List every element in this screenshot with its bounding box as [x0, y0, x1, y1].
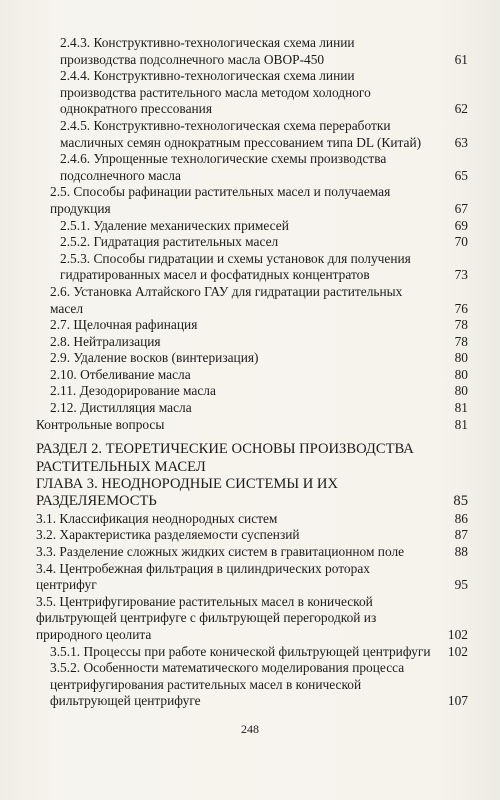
- toc-entry-page: 81: [454, 400, 468, 416]
- toc-entry-title: 2.4.3. Конструктивно-технологическая схема линии производства подсолнечного масла ОВОР-450: [60, 35, 355, 67]
- toc-entry: [36, 476, 468, 511]
- toc-entry-page: 80: [454, 350, 468, 366]
- toc-entry-title: РАЗДЕЛ 2. ТЕОРЕТИЧЕСКИЕ ОСНОВЫ ПРОИЗВОДСТВА РАСТИТЕЛЬНЫХ МАСЕЛ: [36, 441, 414, 475]
- toc-entry-title: 2.5. Способы рафинации растительных масел и получаемая продукция: [50, 184, 391, 216]
- toc-entry-page: 67: [454, 200, 468, 216]
- toc-entry: [36, 417, 468, 434]
- toc-entry-page: 80: [454, 383, 468, 399]
- toc-entry-page: 102: [447, 627, 468, 643]
- toc-entry-title: 2.6. Установка Алтайского ГАУ для гидратации растительных масел: [50, 283, 403, 316]
- toc-entry: [36, 644, 468, 661]
- toc-entry-page: 73: [454, 267, 468, 283]
- toc-entry-page: 78: [454, 333, 468, 349]
- toc-entry-title: 3.5.2. Особенности математического моделирования процесса центрифугирования растительных масел в конической фильтрующей центрифуге: [50, 660, 405, 709]
- toc-entry-page: 80: [454, 366, 468, 382]
- toc-entry-title: Контрольные вопросы: [36, 416, 165, 432]
- toc-entry-title: 2.4.6. Упрощенные технологические схемы производства подсолнечного масла: [60, 151, 387, 183]
- toc-entry-page: 87: [454, 527, 468, 543]
- toc-entry-title: ГЛАВА 3. НЕОДНОРОДНЫЕ СИСТЕМЫ И ИХ РАЗДЕЛЯЕМОСТЬ: [36, 476, 339, 510]
- toc-entry-title: 2.12. Дистилляция масла: [50, 400, 192, 416]
- toc-entry-page: 81: [454, 416, 468, 432]
- toc-entry: [36, 527, 468, 544]
- toc-entry-page: 102: [447, 643, 468, 659]
- page-number: 248: [241, 722, 259, 736]
- toc-entry: [36, 400, 468, 417]
- toc-entry: [36, 544, 468, 561]
- toc-entry-page: 78: [454, 317, 468, 333]
- toc-entry-title: 2.4.5. Конструктивно-технологическая схема переработки масличных семян однократным прессованием типа DL (Китай): [60, 117, 422, 150]
- toc-entry: [36, 284, 468, 317]
- toc-entry-title: 3.3. Разделение сложных жидких систем в гравитационном поле: [36, 544, 405, 560]
- toc-entry: [36, 184, 468, 217]
- toc-entry-page: 95: [454, 577, 468, 593]
- toc-entry-title: 2.9. Удаление восков (винтеризация): [50, 350, 259, 366]
- toc-entry-page: 70: [454, 234, 468, 250]
- toc-entry: [36, 594, 468, 644]
- toc-entry-title: 2.8. Нейтрализация: [50, 333, 161, 349]
- toc-entry: [36, 118, 468, 151]
- toc-entry-title: 3.2. Характеристика разделяемости суспензий: [36, 527, 300, 543]
- toc-entry-page: 61: [454, 51, 468, 67]
- toc-entry: [36, 234, 468, 251]
- toc-entry-page: 63: [454, 134, 468, 150]
- toc-entry-page: 107: [447, 693, 468, 709]
- toc-entry-page: 69: [454, 217, 468, 233]
- toc-entry-title: 2.7. Щелочная рафинация: [50, 317, 198, 333]
- toc-entry-title: 3.1. Классификация неоднородных систем: [36, 510, 278, 526]
- toc-entry: [36, 151, 468, 184]
- toc-entry-title: 2.4.4. Конструктивно-технологическая схема линии производства растительного масла методом холодного однократного прессования: [60, 68, 371, 117]
- toc-entry-title: 2.5.1. Удаление механических примесей: [60, 217, 289, 233]
- toc-entry-page: 62: [454, 101, 468, 117]
- toc-entry: [36, 511, 468, 528]
- toc-entry-title: 2.11. Дезодорирование масла: [50, 383, 216, 399]
- toc-entry-title: 3.5. Центрифугирование растительных масел в конической фильтрующей центрифуге с фильтрующей перегородкой из природного цеолита: [36, 593, 377, 643]
- toc-entry: [36, 35, 468, 68]
- toc-entry-title: 2.10. Отбеливание масла: [50, 366, 191, 382]
- toc-entry: [36, 561, 468, 594]
- toc-entry-title: 3.4. Центробежная фильтрация в цилиндрических роторах центрифуг: [36, 560, 370, 593]
- toc-entry-page: 86: [454, 510, 468, 526]
- toc-entry: [36, 334, 468, 351]
- table-of-contents: [36, 35, 468, 710]
- toc-entry-page: 85: [453, 493, 468, 510]
- toc-entry: [36, 251, 468, 284]
- toc-entry: [36, 441, 468, 476]
- toc-entry-page: 88: [454, 544, 468, 560]
- toc-entry: [36, 218, 468, 235]
- toc-entry: [36, 317, 468, 334]
- toc-entry: [36, 383, 468, 400]
- toc-entry-title: 2.5.2. Гидратация растительных масел: [60, 234, 279, 250]
- toc-entry-page: 76: [454, 300, 468, 316]
- toc-entry: [36, 350, 468, 367]
- toc-entry-page: 65: [454, 167, 468, 183]
- toc-entry: [36, 660, 468, 710]
- toc-entry: [36, 68, 468, 118]
- toc-entry-title: 2.5.3. Способы гидратации и схемы установок для получения гидратированных масел и фосфатидных концентратов: [60, 250, 411, 283]
- toc-entry: [36, 367, 468, 384]
- toc-entry-title: 3.5.1. Процессы при работе конической фильтрующей центрифуги: [50, 643, 431, 659]
